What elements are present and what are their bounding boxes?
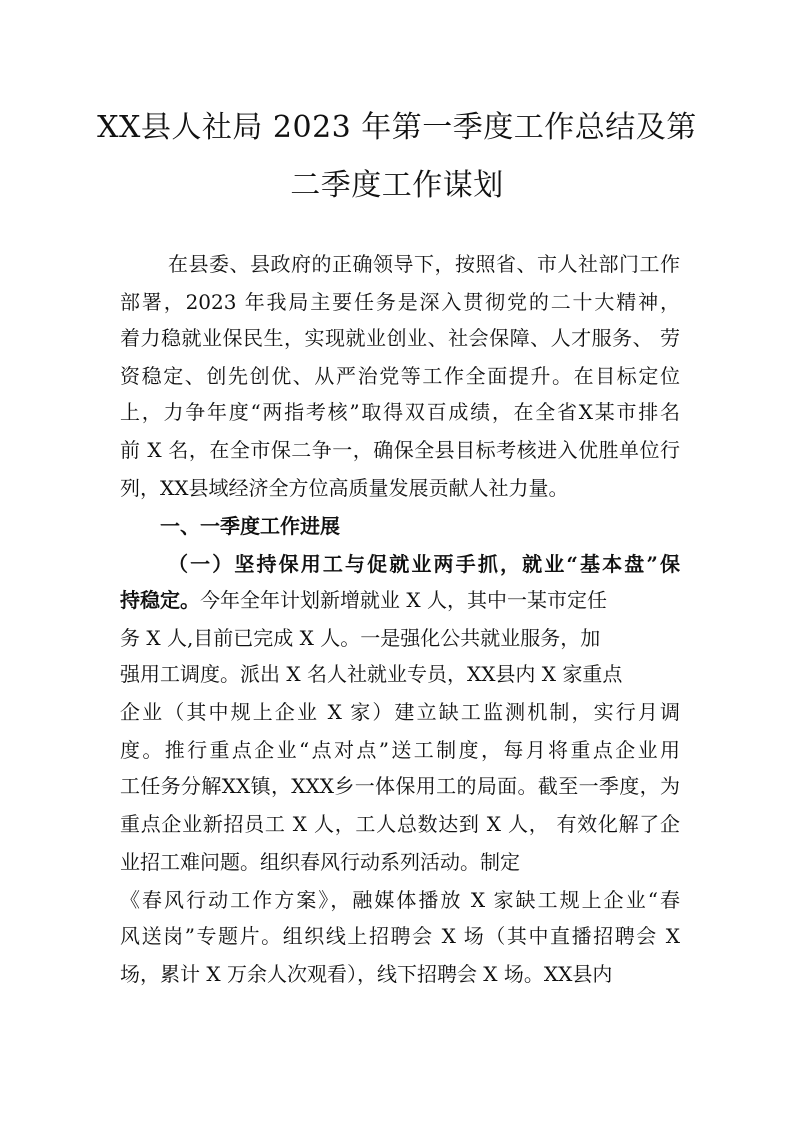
body-line: 强用工调度。派出 X 名人社就业专员，XX县内 X 家重点 [120,662,623,686]
intro-line: 上，力争年度“两指考核”取得双百成绩，在全省X某市排名 [120,400,680,424]
body-line: 工任务分解XX镇，XXX乡一体保用工的局面。截至一季度，为 [120,774,680,798]
body-line: 风送岗”专题片。组织线上招聘会 X 场（其中直播招聘会 X [120,924,680,948]
body-line: 《春风行动工作方案》，融媒体播放 X 家缺工规上企业“春 [120,888,680,912]
intro-line: 资稳定、创先创优、从严治党等工作全面提升。在目标定位 [120,364,680,388]
intro-line: 前 X 名，在全市保二争一，确保全县目标考核进入优胜单位行 [120,438,680,462]
body-line: 重点企业新招员工 X 人，工人总数达到 X 人， 有效化解了企 [120,812,680,836]
intro-line: 着力稳就业保民生，实现就业创业、社会保障、人才服务、 劳 [120,326,680,350]
body-line: 场，累计 X 万余人次观看），线下招聘会 X 场。XX县内 [120,962,613,986]
subsection-lead: （一）坚持保用工与促就业两手抓，就业“基本盘”保 [168,552,680,576]
body-line: 企业（其中规上企业 X 家）建立缺工监测机制，实行月调 [120,700,680,724]
body-line: 务 X 人,目前已完成 X 人。一是强化公共就业服务，加 [120,626,601,650]
document-title-line-1: XX县人社局 2023 年第一季度工作总结及第 [97,110,697,145]
subsection-lead-end: 持稳定。 [120,588,200,612]
intro-line: 在县委、县政府的正确领导下，按照省、市人社部门工作 [168,252,680,276]
intro-line: 列，XX县域经济全方位高质量发展贡献人社力量。 [120,476,569,500]
subsection-lead-continued [120,584,680,613]
intro-line: 部署，2023 年我局主要任务是深入贯彻党的二十大精神， [120,290,680,314]
section-heading: 一、一季度工作进展 [160,514,340,538]
body-text: 今年全年计划新增就业 X 人，其中一某市定任 [200,588,607,612]
document-title-line-2: 二季度工作谋划 [290,168,504,203]
body-line: 业招工难问题。组织春风行动系列活动。制定 [120,850,520,874]
body-line: 度。推行重点企业“点对点”送工制度，每月将重点企业用 [120,738,680,762]
